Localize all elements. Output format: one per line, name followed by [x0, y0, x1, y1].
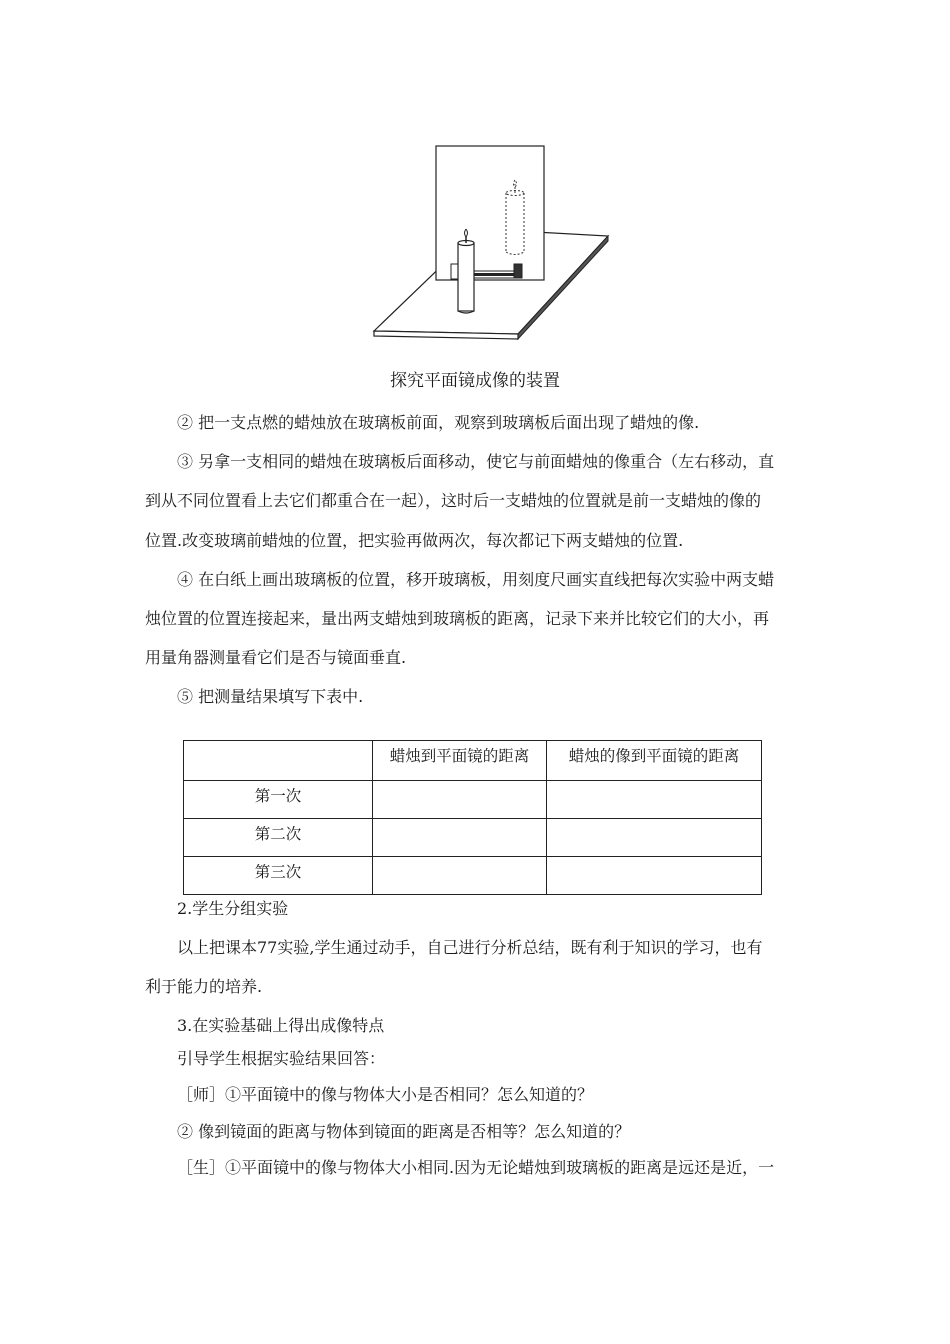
table-row — [184, 819, 762, 857]
paragraph-summary-line-2: 利于能力的培养. — [145, 977, 263, 996]
paragraph-summary-line-1: 以上把课本77实验,学生通过动手，自己进行分析总结，既有利于知识的学习，也有 — [177, 938, 763, 957]
table-cell-trial-label: 第三次 — [184, 857, 373, 895]
paragraph-step-3-line-3: 位置.改变玻璃前蜡烛的位置，把实验再做两次，每次都记下两支蜡烛的位置. — [145, 531, 684, 550]
table-cell — [547, 857, 762, 895]
lit-candle — [458, 229, 474, 313]
table-cell — [547, 819, 762, 857]
mirror-apparatus-figure — [370, 140, 610, 345]
paragraph-step-4-line-1: ④ 在白纸上画出玻璃板的位置，移开玻璃板，用刻度尺画实直线把每次实验中两支蜡 — [177, 570, 775, 589]
table-header-cell — [184, 741, 373, 781]
table-header-cell: 蜡烛到平面镜的距离 — [373, 741, 547, 781]
table-row — [184, 857, 762, 895]
glass-plate — [436, 146, 544, 280]
table-cell — [373, 819, 547, 857]
teacher-question-1: ［师］①平面镜中的像与物体大小是否相同？怎么知道的？ — [177, 1085, 594, 1104]
table-cell — [373, 857, 547, 895]
table-cell — [373, 781, 547, 819]
table-cell-trial-label: 第二次 — [184, 819, 373, 857]
measurement-table — [183, 740, 762, 895]
paragraph-step-3-line-1: ③ 另拿一支相同的蜡烛在玻璃板后面移动，使它与前面蜡烛的像重合（左右移动，直 — [177, 452, 775, 471]
paragraph-step-5: ⑤ 把测量结果填写下表中. — [177, 687, 364, 706]
table-row — [184, 781, 762, 819]
table-cell — [547, 781, 762, 819]
paragraph-guide: 引导学生根据实验结果回答： — [177, 1049, 386, 1068]
section-heading-image-features: 3.在实验基础上得出成像特点 — [177, 1016, 385, 1035]
paragraph-step-4-line-3: 用量角器测量看它们是否与镜面垂直. — [145, 648, 407, 667]
table-cell-trial-label: 第一次 — [184, 781, 373, 819]
teacher-question-2: ② 像到镜面的距离与物体到镜面的距离是否相等？怎么知道的？ — [177, 1122, 631, 1141]
table-header-cell: 蜡烛的像到平面镜的距离 — [547, 741, 762, 781]
student-answer-1: ［生］①平面镜中的像与物体大小相同.因为无论蜡烛到玻璃板的距离是远还是近，一 — [177, 1158, 775, 1177]
section-heading-group-experiment: 2.学生分组实验 — [177, 899, 289, 918]
figure-caption: 探究平面镜成像的装置 — [390, 371, 560, 391]
table-header-row — [184, 741, 762, 781]
paragraph-step-4-line-2: 烛位置的位置连接起来，量出两支蜡烛到玻璃板的距离，记录下来并比较它们的大小，再 — [145, 609, 770, 628]
paragraph-step-3-line-2: 到从不同位置看上去它们都重合在一起），这时后一支蜡烛的位置就是前一支蜡烛的像的 — [145, 491, 762, 510]
paragraph-step-2: ② 把一支点燃的蜡烛放在玻璃板前面，观察到玻璃板后面出现了蜡烛的像. — [177, 413, 700, 432]
